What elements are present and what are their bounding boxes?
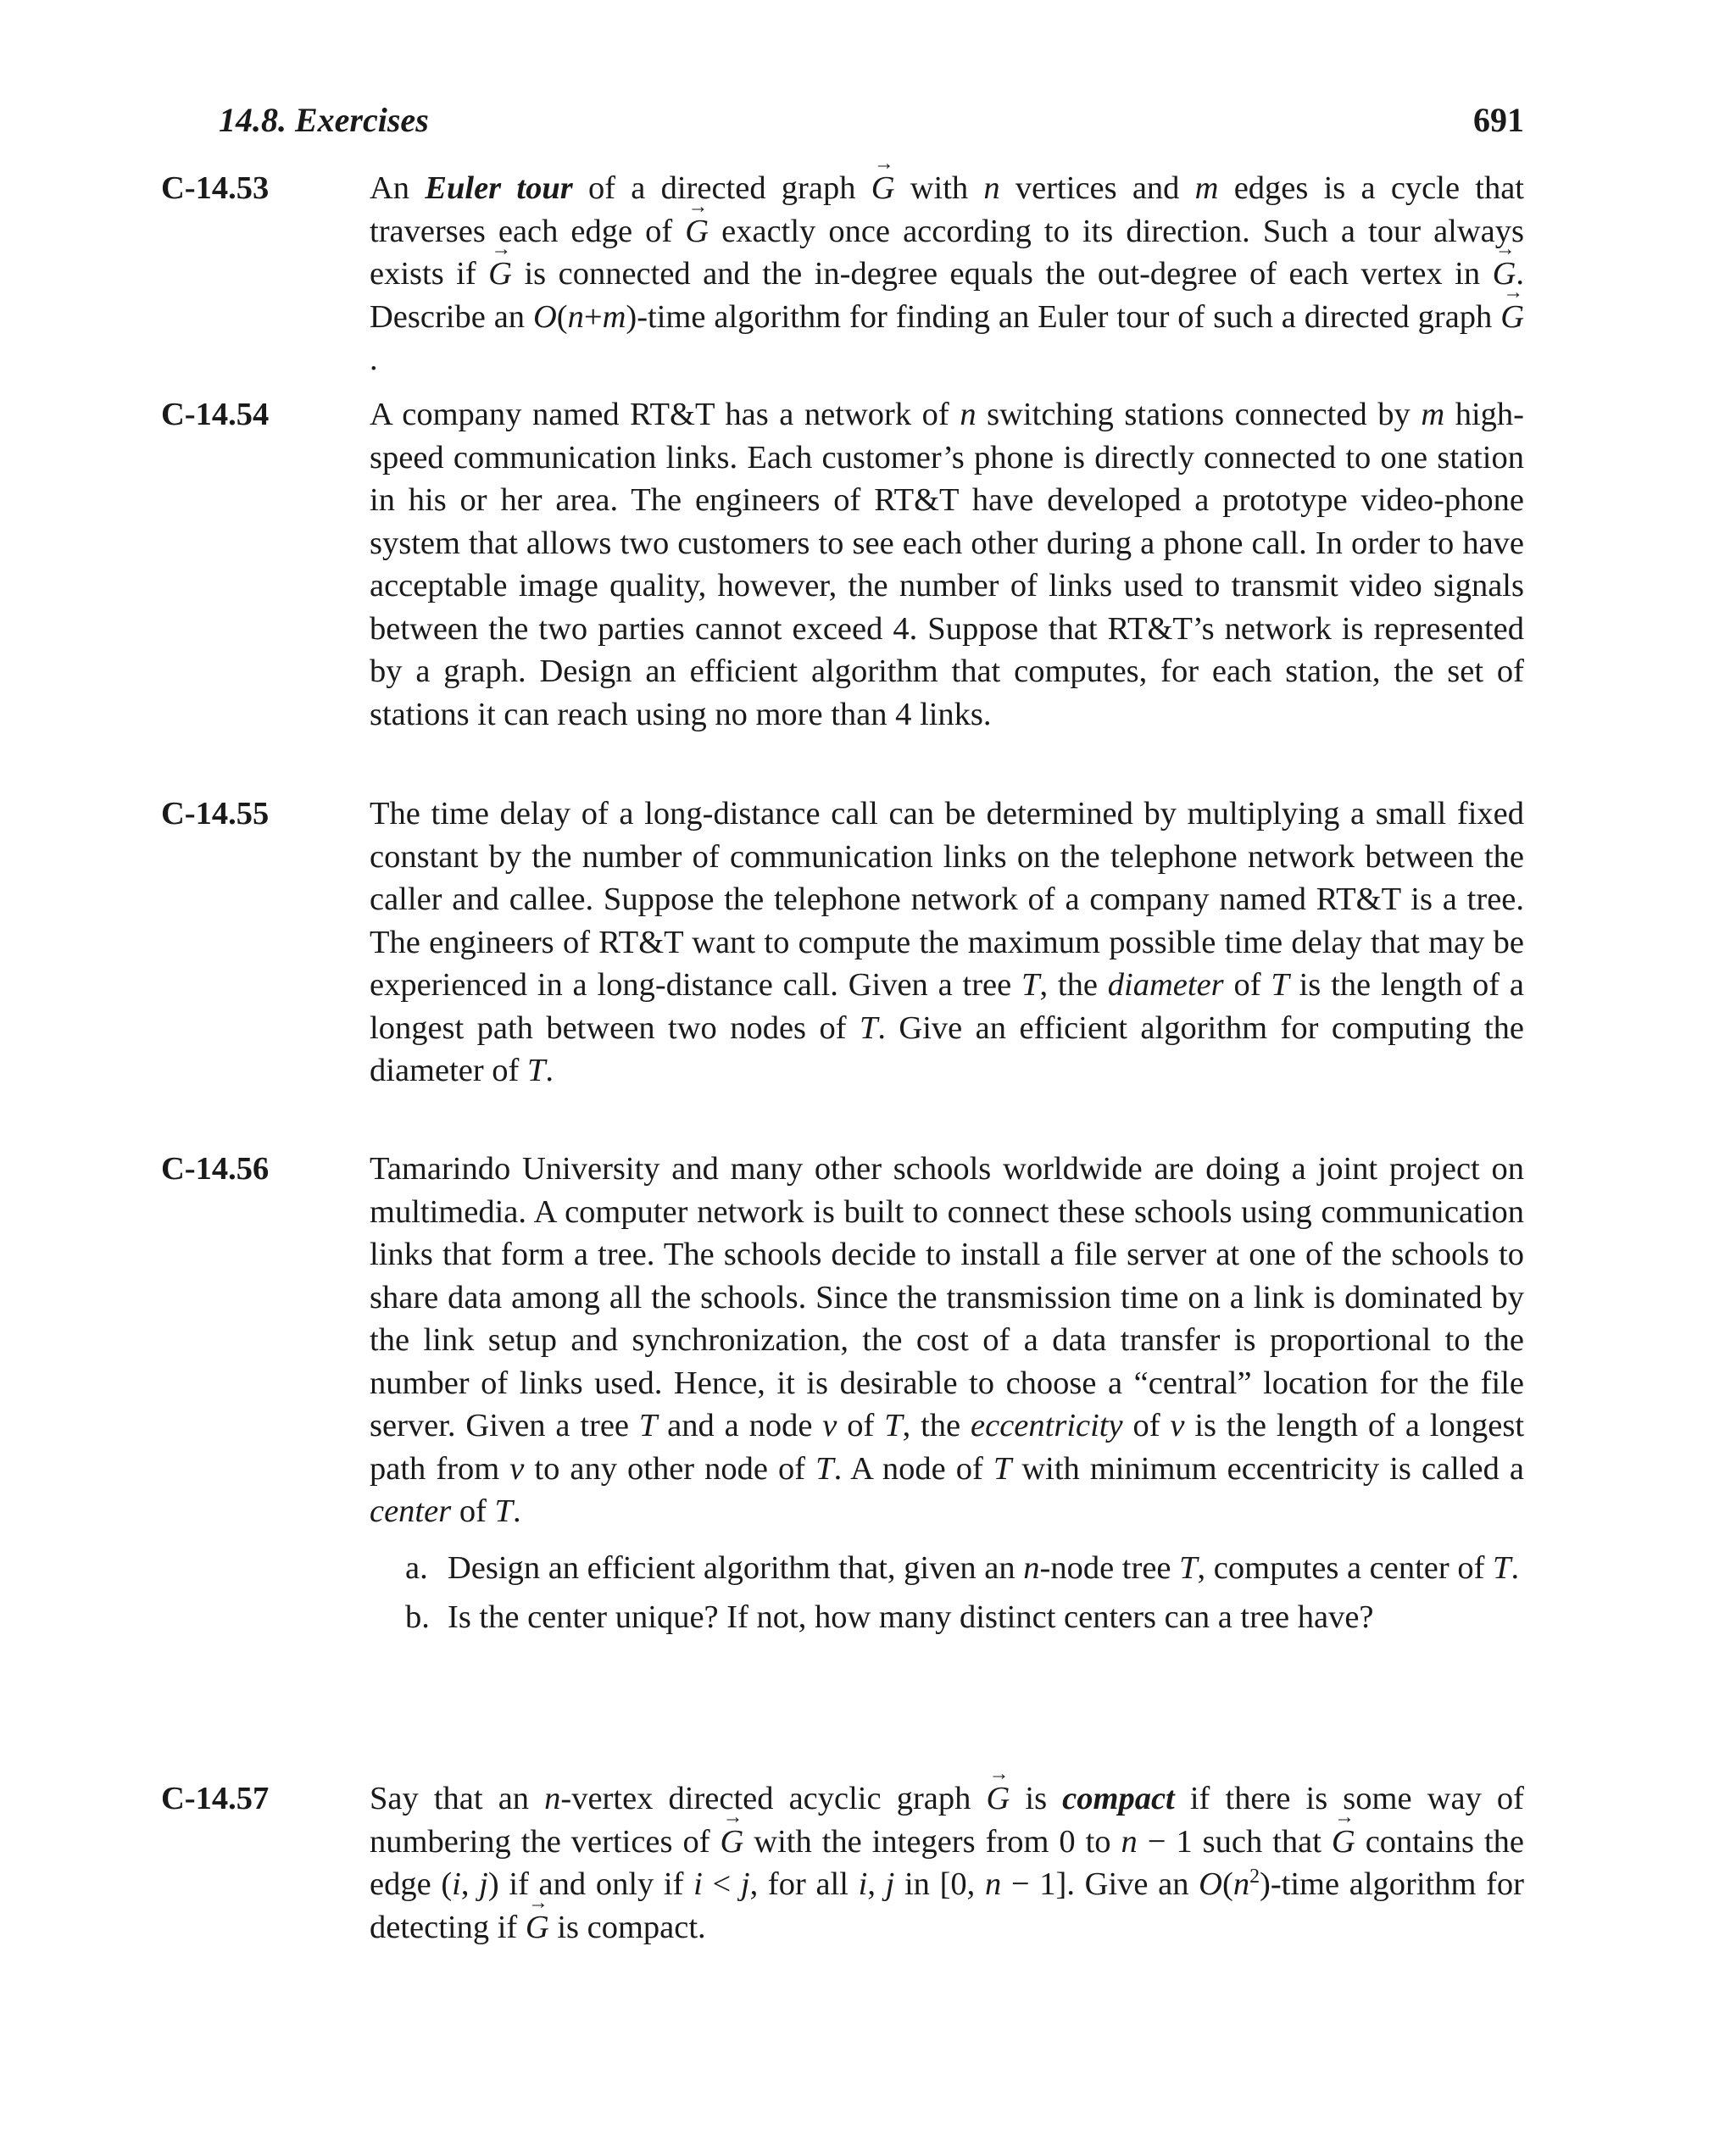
sub-item-list	[370, 1547, 1524, 1639]
exercise-text: Say that an n-vertex directed acyclic graph → G is compact if there is some way of numbering the vertices of → G with the integers from 0 to n − 1 such that → G contains the edge (i, j) if and only if i < j, for all i, j in [0, n − 1]. Give an $O(n^2)$-time algorithm for detecting if → G is compact.	[370, 1777, 1524, 1949]
section-title: 14.8. Exercises	[219, 101, 429, 139]
running-header	[219, 100, 1524, 147]
exercise-c-14-57	[161, 1777, 1525, 1949]
exercise-number: C-14.57	[161, 1781, 270, 1816]
exercise-c-14-56	[161, 1148, 1525, 1646]
exercise-c-14-53	[161, 167, 1525, 381]
exercise-number: C-14.54	[161, 397, 270, 432]
sub-item: a. Design an efficient algorithm that, given an n-node tree T, computes a center of T.	[370, 1547, 1524, 1590]
sub-item	[370, 1596, 1524, 1639]
exercise-number: C-14.56	[161, 1151, 270, 1187]
sub-item-label: b.	[405, 1599, 430, 1635]
exercise-text: Tamarindo University and many other schools worldwide are doing a joint project on multimedia. A computer network is built to connect these schools using communication links that form a tree. The schools decide to install a file server at one of the schools to share data among all the schools. Since the transmission time on a link is dominated by the link setup and synchronization, the cost of a data transfer is proportional to the number of links used. Hence, it is desirable to choose a “central” location for the file server. Given a tree T and a node v of T, the eccentricity of v is the length of a longest path from v to any other node of T. A node of T with minimum eccentricity is called a center of T.	[370, 1151, 1525, 1529]
exercise-text: An Euler tour of a directed graph → G with n vertices and m edges is a cycle that traverses each edge of → G exactly once according to its direction. Such a tour always exists if → G is connected and the in-degree equals the out-degree of each vertex in → G. Describe an O(n+m)-time algorithm for finding an Euler tour of such a directed graph → G.	[370, 167, 1524, 381]
exercise-text: The time delay of a long-distance call can be determined by multiplying a small fixed constant by the number of communication links on the telephone network between the caller and callee. Suppose the telephone network of a company named RT&T is a tree. The engineers of RT&T want to compute the maximum possible time delay that may be experienced in a long-distance call. Given a tree T, the diameter of T is the length of a longest path between two nodes of T. Give an efficient algorithm for computing the diameter of T.	[370, 796, 1524, 1088]
exercise-number: C-14.55	[161, 796, 270, 831]
sub-item-text: Is the center unique? If not, how many distinct centers can a tree have?	[448, 1599, 1374, 1635]
exercise-c-14-54	[161, 393, 1524, 736]
sub-item-label: a.	[405, 1549, 428, 1586]
page-number: 691	[1473, 101, 1524, 139]
exercise-text: A company named RT&T has a network of n switching stations connected by m high-speed communication links. Each customer’s phone is directly connected to one station in his or her area. The engineers of RT&T have developed a prototype video-phone system that allows two customers to see each other during a phone call. In order to have acceptable image quality, however, the number of links used to transmit video signals between the two parties cannot exceed 4. Suppose that RT&T’s network is represented by a graph. Design an efficient algorithm that computes, for each station, the set of stations it can reach using no more than 4 links.	[370, 397, 1524, 732]
exercise-number: C-14.53	[161, 170, 270, 206]
exercise-c-14-55	[161, 792, 1524, 1093]
